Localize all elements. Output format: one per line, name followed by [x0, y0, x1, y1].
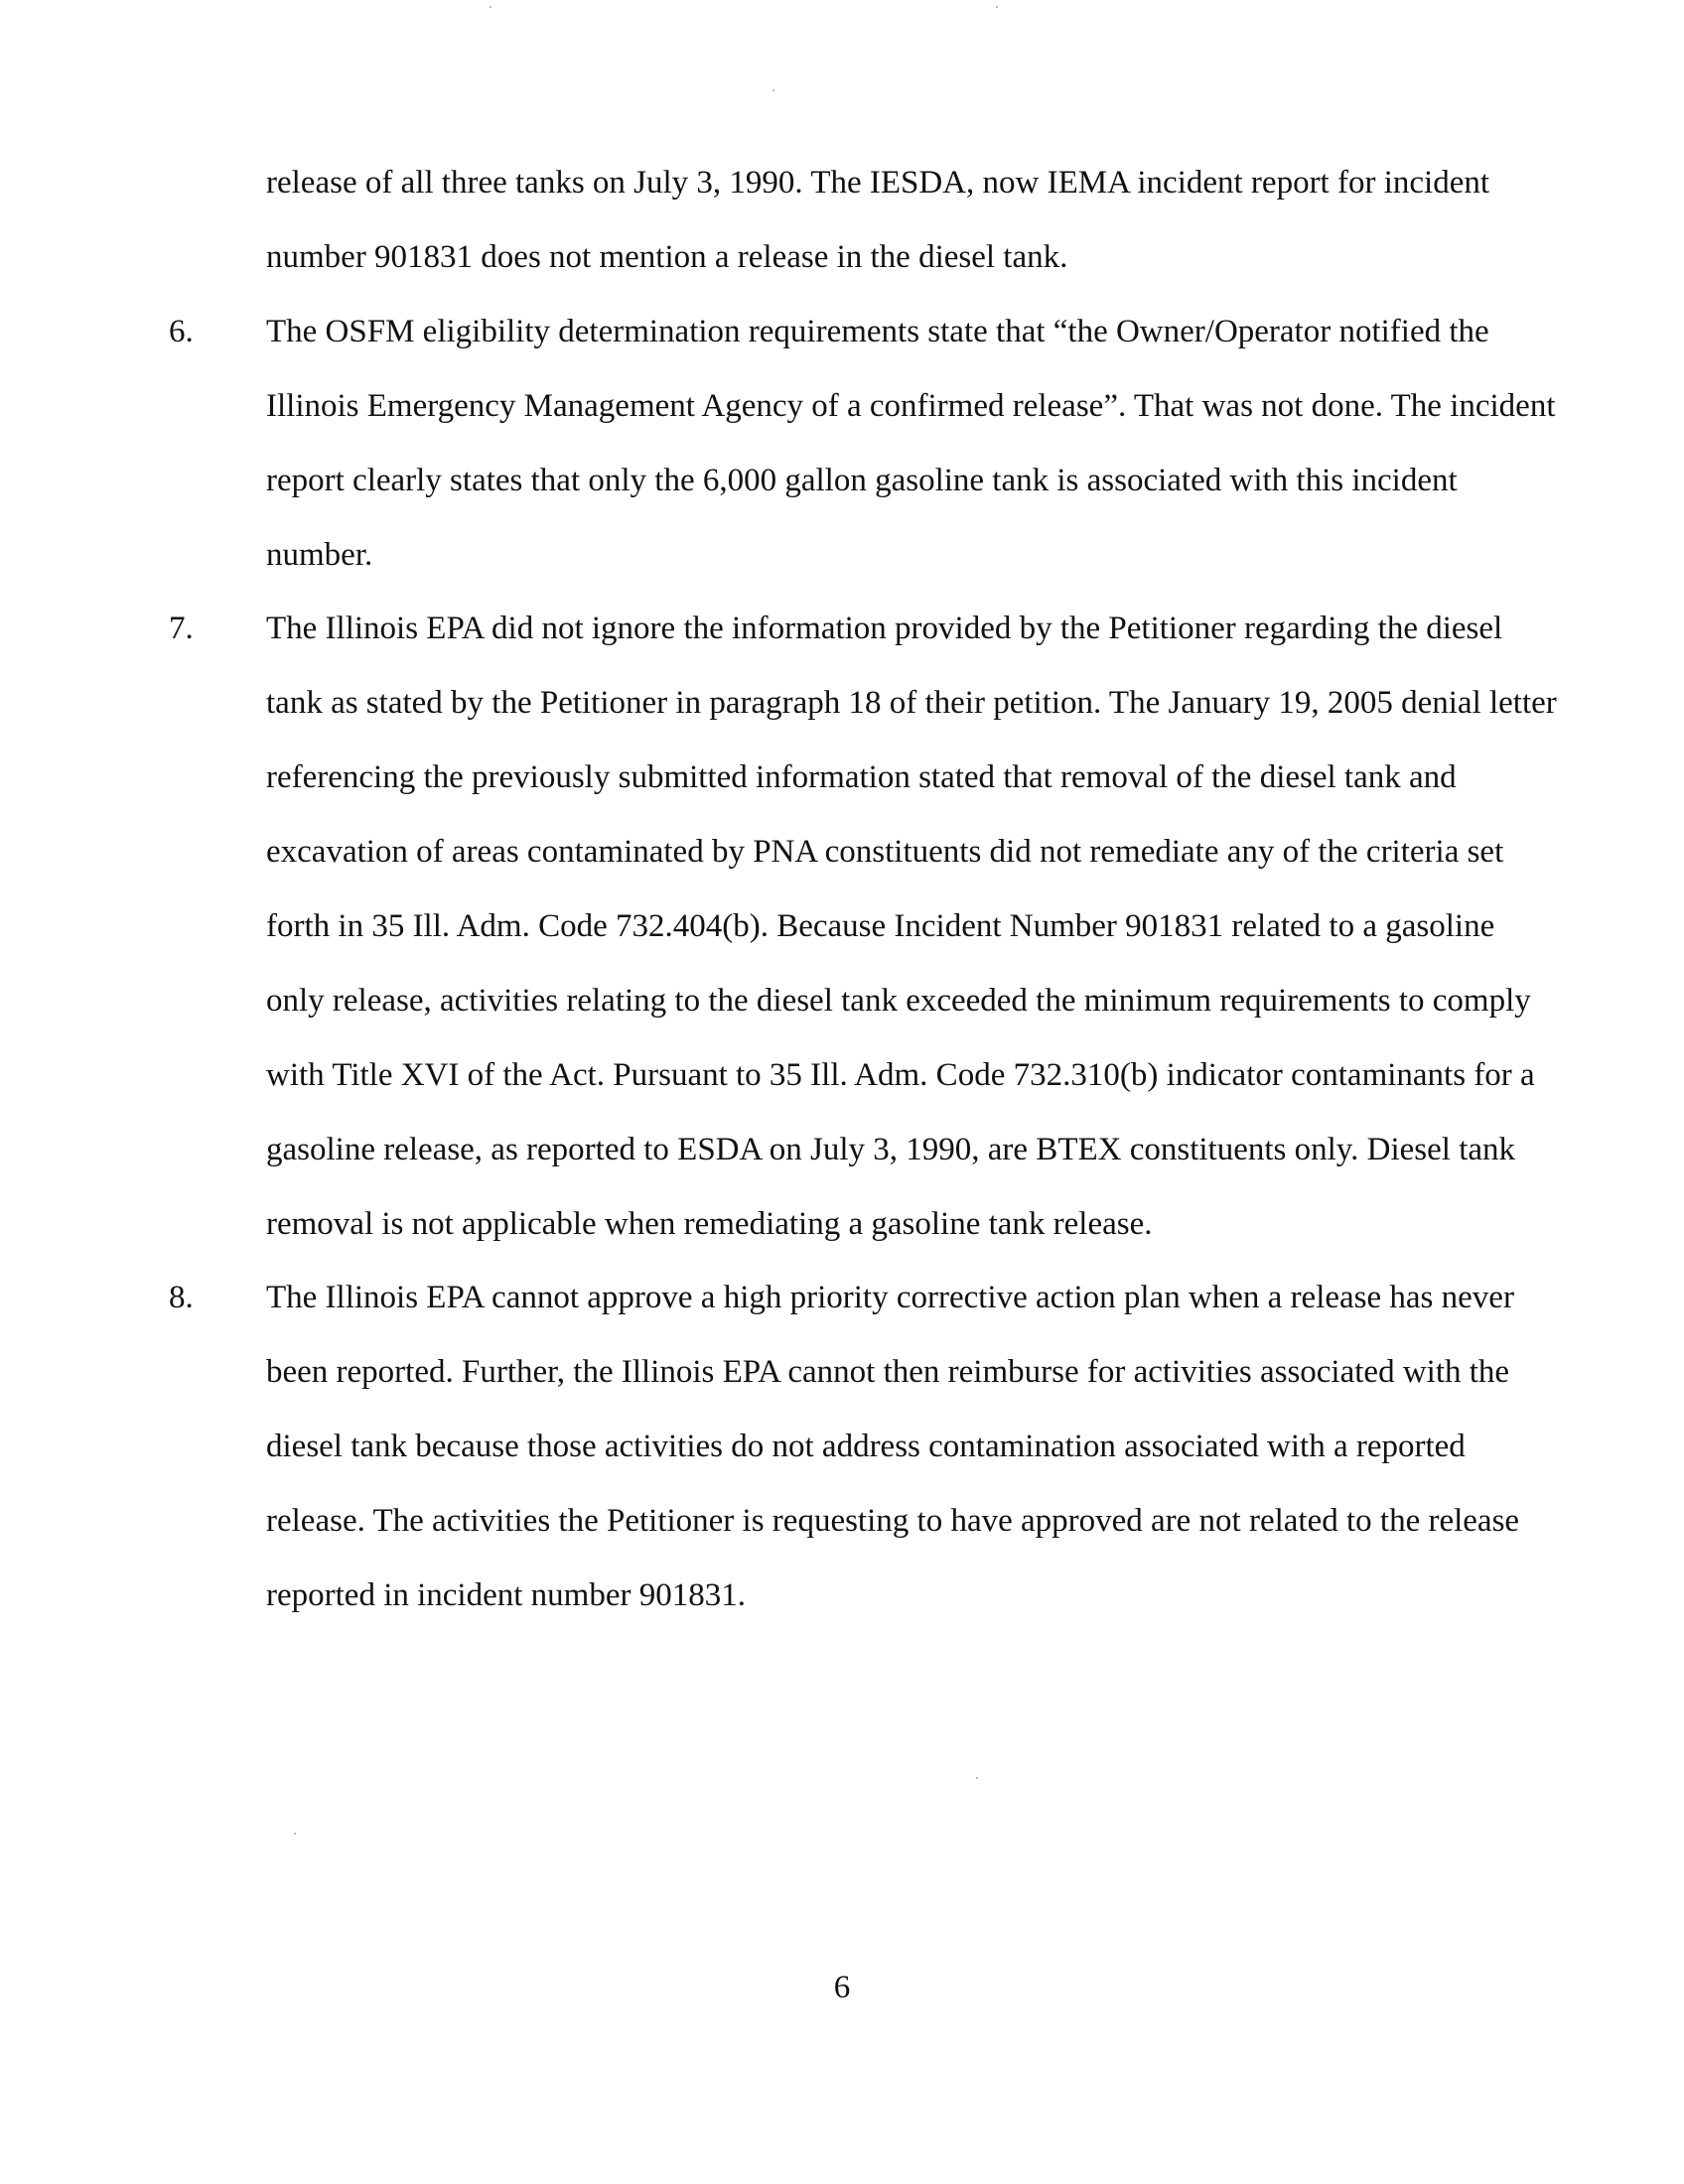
- scan-speck: [772, 89, 774, 91]
- scan-speck: [976, 1777, 978, 1779]
- scan-speck: [490, 6, 491, 8]
- scan-speck: [294, 1833, 296, 1835]
- item-paragraph-7: The Illinois EPA did not ignore the information provided by the Petitioner regarding the diesel tank as stated by the Petitioner in paragraph 18 of their petition. The January 19, 2005 denial letter referencing the previously submitted information stated that removal of the diesel tank and excavation of areas contaminated by PNA constituents did not remediate any of the criteria set forth in 35 Ill. Adm. Code 732.404(b). Because Incident Number 901831 related to a gasoline only release, activities relating to the diesel tank exceeded the minimum requirements to comply with Title XVI of the Act. Pursuant to 35 Ill. Adm. Code 732.310(b) indicator contaminants for a gasoline release, as reported to ESDA on July 3, 1990, are BTEX constituents only. Diesel tank removal is not applicable when remediating a gasoline tank release.: [266, 611, 1557, 1242]
- item-number-6: 6.: [169, 314, 194, 349]
- continuation-paragraph: release of all three tanks on July 3, 1990. The IESDA, now IEMA incident report for incident number 901831 does not mention a release in the diesel tank.: [266, 165, 1490, 275]
- item-number-7: 7.: [169, 611, 194, 646]
- item-number-8: 8.: [169, 1280, 194, 1315]
- page-number: 6: [833, 1970, 851, 2005]
- item-paragraph-6: The OSFM eligibility determination requirements state that “the Owner/Operator notified the Illinois Emergency Management Agency of a confirmed release”. That was not done. The incident report clearly states that only the 6,000 gallon gasoline tank is associated with this incident number.: [266, 314, 1556, 573]
- scan-speck: [996, 6, 998, 8]
- item-paragraph-8: The Illinois EPA cannot approve a high priority corrective action plan when a release has never been reported. Further, the Illinois EPA cannot then reimburse for activities associated with the diesel tank because those activities do not address contamination associated with a reported release. The activities the Petitioner is requesting to have approved are not related to the release reported in incident number 901831.: [266, 1280, 1520, 1613]
